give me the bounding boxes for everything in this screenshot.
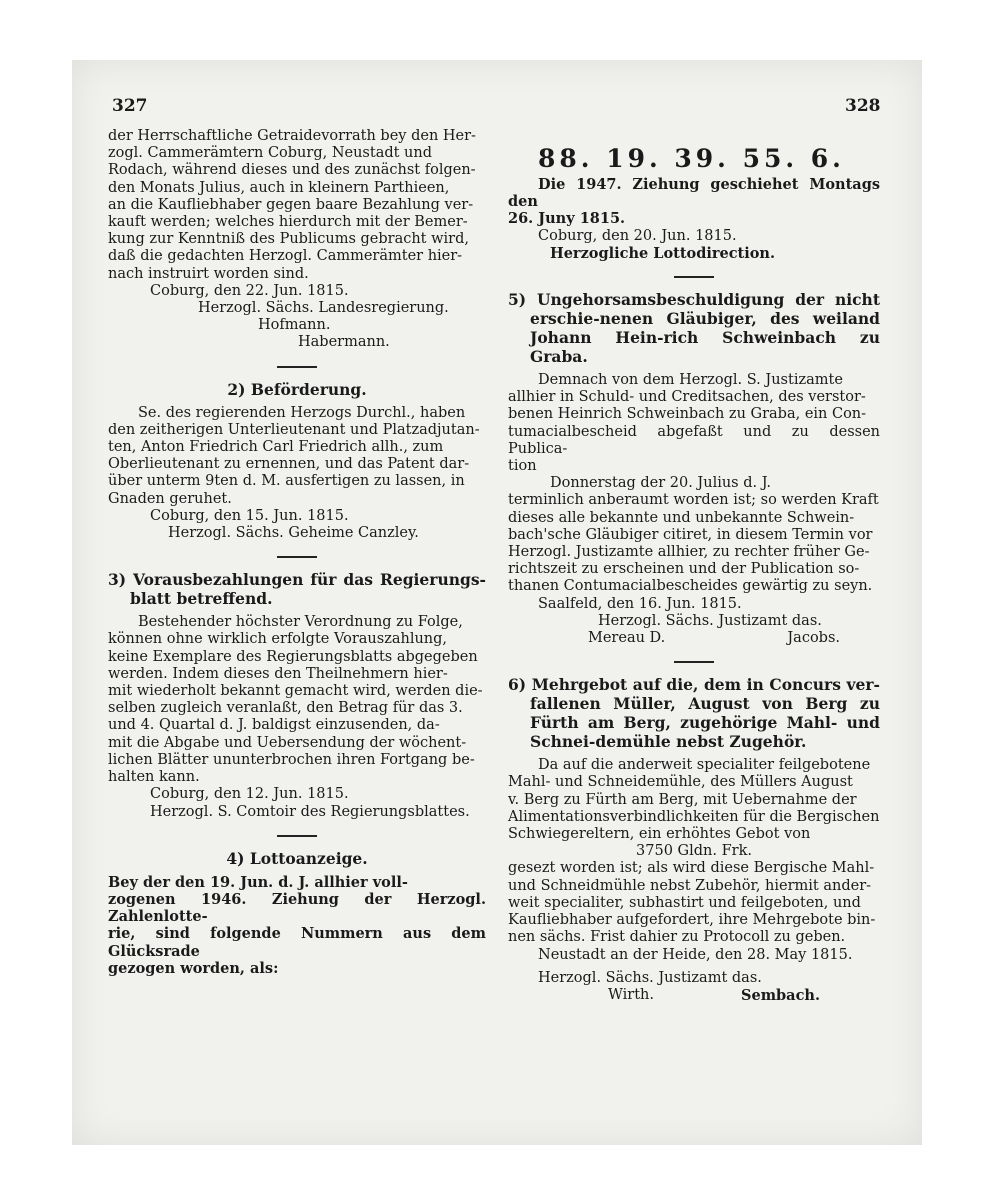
signature: Wirth.	[608, 986, 654, 1003]
text-line: und 4. Quartal d. J. baldigst einzusenden, da-	[108, 717, 440, 734]
text-line: Rodach, während dieses und des zunächst folgen-	[108, 162, 476, 179]
signature: Hofmann.	[258, 317, 331, 334]
text-line: weit specialiter, subhastirt und feilgeboten, und	[508, 894, 861, 911]
text-line: Herzogl. Justizamte allhier, zu rechter früher Ge-	[508, 544, 870, 561]
authority-line: Herzogl. Sächs. Landesregierung.	[198, 300, 449, 317]
text-line: mit wiederholt bekannt gemacht wird, werden die-	[108, 683, 483, 700]
text-line: terminlich anberaumt worden ist; so werden Kraft	[508, 492, 879, 509]
date-line: Coburg, den 12. Jun. 1815.	[150, 786, 349, 803]
text-line: richtszeit zu erscheinen und der Publication so-	[508, 561, 860, 578]
authority-line: Herzogl. Sächs. Geheime Canzley.	[168, 525, 419, 542]
authority-line: Herzogl. Sächs. Justizamt das.	[538, 969, 762, 986]
text-line: Demnach von dem Herzogl. S. Justizamte	[538, 372, 843, 389]
text-line: bach'sche Gläubiger citiret, in diesem Termin vor	[508, 526, 873, 543]
date-line: Coburg, den 22. Jun. 1815.	[150, 282, 349, 299]
left-column	[108, 128, 486, 977]
text-line: können ohne wirklich erfolgte Vorauszahlung,	[108, 631, 448, 648]
amount-line: 3750 Gldn. Frk.	[636, 843, 752, 860]
section-divider	[277, 556, 317, 558]
text-line: Mahl- und Schneidemühle, des Müllers August	[508, 774, 853, 791]
text-line: selben zugleich veranlaßt, den Betrag für das 3.	[108, 700, 463, 717]
date-line: Neustadt an der Heide, den 28. May 1815.	[538, 946, 853, 963]
section-heading: 2) Beförderung.	[227, 379, 367, 399]
signature: Jacobs.	[787, 630, 840, 647]
section-divider	[674, 661, 714, 663]
intro-paragraph	[108, 128, 486, 283]
text-line: Kaufliebhaber aufgefordert, ihre Mehrgebote bin-	[508, 912, 876, 929]
section-heading: 3) Vorausbezahlungen für das Regierungs-blatt betreffend.	[108, 570, 486, 609]
text-line: und Schneidmühle nebst Zubehör, hiermit ander-	[508, 877, 872, 894]
text-line: lichen Blätter ununterbrochen ihren Fortgang be-	[108, 751, 475, 768]
signature-row	[508, 630, 880, 647]
text-line: tion	[508, 458, 537, 475]
text-line: Gnaden geruhet.	[108, 490, 232, 507]
authority-line: Herzogl. S. Comtoir des Regierungsblattes.	[150, 803, 470, 820]
date-line: Coburg, den 15. Jun. 1815.	[150, 507, 349, 524]
lottery-numbers: 88. 19. 39. 55. 6.	[538, 144, 845, 173]
section-divider	[277, 835, 317, 837]
page-number-left: 327	[112, 96, 148, 116]
text-line: dieses alle bekannte und unbekannte Schwein-	[508, 509, 855, 526]
text-line: daß die gedachten Herzogl. Cammerämter hier-	[108, 248, 463, 265]
text-line: werden. Indem dieses den Theilnehmern hier-	[108, 665, 448, 682]
text-line: den Monats Julius, auch in kleinern Parthieen,	[108, 179, 450, 196]
text-line: an die Kaufliebhaber gegen baare Bezahlung ver-	[108, 196, 474, 213]
signature: Sembach.	[741, 986, 820, 1004]
section-divider	[277, 366, 317, 368]
text-line: den zeitherigen Unterlieutenant und Platzadjutan-	[108, 421, 480, 438]
date-line: Coburg, den 20. Jun. 1815.	[538, 227, 737, 244]
text-line: mit die Abgabe und Uebersendung der wöchent-	[108, 734, 467, 751]
signature: Habermann.	[298, 334, 390, 351]
text-line: v. Berg zu Fürth am Berg, mit Uebernahme der	[508, 791, 857, 808]
text-line: gesezt worden ist; als wird diese Bergische Mahl-	[508, 860, 875, 877]
text-line: keine Exemplare des Regierungsblatts abgegeben	[108, 648, 478, 665]
signature-row	[508, 987, 880, 1004]
text-line: zogl. Cammerämtern Coburg, Neustadt und	[108, 145, 433, 162]
section-heading: 4) Lottoanzeige.	[226, 848, 368, 868]
text-line: nach instruirt worden sind.	[108, 265, 309, 282]
text-line: zogenen 1946. Ziehung der Herzogl. Zahlenlotte-	[108, 890, 486, 926]
text-line: rie, sind folgende Nummern aus dem Glücksrade	[108, 925, 486, 960]
text-line: ten, Anton Friedrich Carl Friedrich allh., zum	[108, 439, 444, 456]
text-line: Schwiegereltern, ein erhöhtes Gebot von	[508, 826, 811, 843]
text-line: nen sächs. Frist dahier zu Protocoll zu geben.	[508, 929, 846, 946]
section-divider	[674, 276, 714, 278]
authority-line: Herzogliche Lottodirection.	[550, 244, 776, 262]
text-line: der Herrschaftliche Getraidevorrath bey den Her-	[108, 128, 476, 144]
text-line: über unterm 9ten d. M. ausfertigen zu lassen, in	[108, 473, 465, 490]
section-heading: 5) Ungehorsamsbeschuldigung der nicht erschie-nenen Gläubiger, des weiland Johann Hein-rich Schweinbach zu Graba.	[508, 290, 880, 367]
page-number-right: 328	[845, 96, 881, 116]
text-line: halten kann.	[108, 769, 200, 786]
authority-line: Herzogl. Sächs. Justizamt das.	[598, 612, 822, 629]
date-line: Saalfeld, den 16. Jun. 1815.	[538, 595, 742, 612]
text-line: allhier in Schuld- und Creditsachen, des verstor-	[508, 389, 866, 406]
text-line: 26. Juny 1815.	[508, 210, 626, 228]
signature: Mereau D.	[588, 630, 666, 647]
text-line: Bestehender höchster Verordnung zu Folge,	[138, 614, 463, 631]
text-line: thanen Contumacialbescheides gewärtig zu seyn.	[508, 578, 873, 595]
text-line: Da auf die anderweit specialiter feilgebotene	[538, 757, 871, 774]
text-line: gezogen worden, als:	[108, 959, 279, 977]
right-column	[508, 128, 880, 1004]
text-line: kauft werden; welches hierdurch mit der Bemer-	[108, 214, 468, 231]
text-line: Alimentationsverbindlichkeiten für die Bergischen	[508, 808, 880, 825]
section-heading: 6) Mehrgebot auf die, dem in Concurs ver-fallenen Müller, August von Berg zu Fürth am Berg, zugehörige Mahl- und Schnei-demühle nebst Zugehör.	[508, 675, 880, 752]
text-line: benen Heinrich Schweinbach zu Graba, ein Con-	[508, 406, 867, 423]
text-line: Bey der den 19. Jun. d. J. allhier voll-	[108, 873, 408, 891]
text-line: Se. des regierenden Herzogs Durchl., haben	[138, 404, 466, 421]
text-line: Oberlieutenant zu ernennen, und das Patent dar-	[108, 456, 470, 473]
text-line: kung zur Kenntniß des Publicums gebracht wird,	[108, 231, 469, 248]
text-line: Die 1947. Ziehung geschiehet Montags den	[508, 176, 880, 211]
text-line: tumacialbescheid abgefaßt und zu dessen Publica-	[508, 423, 880, 457]
text-line: Donnerstag der 20. Julius d. J.	[550, 475, 772, 492]
